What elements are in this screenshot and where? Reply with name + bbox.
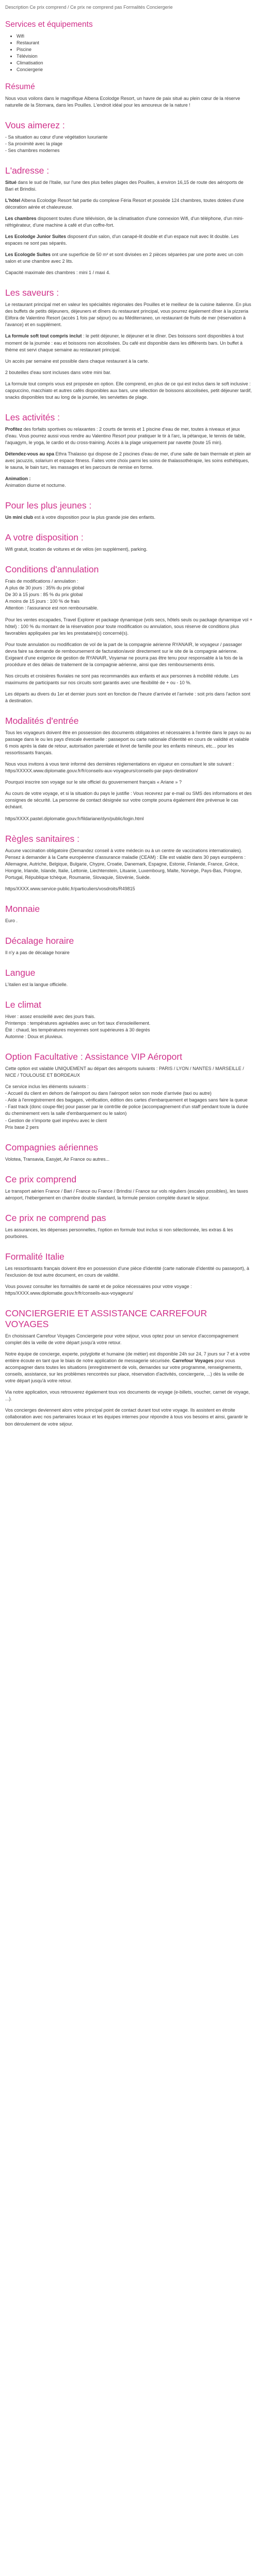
paragraph [5, 476, 253, 489]
bold-label: Carrefour Voyages [172, 1358, 214, 1364]
paragraph [5, 197, 253, 211]
adresse-section [5, 165, 253, 277]
section-title: Ce prix comprend [5, 1174, 77, 1184]
text: dans le sud de l'Italie, sur l'une des plus belles plages des Pouilles, à environ 16,15 de route des aéroports de Bari et Brindisi. [5, 179, 244, 192]
paragraph: Vous pouvez consulter les formalités de santé et de police nécessaires pour votre voyage : https/XXXX.www.diplomatie.gouv.fr/fr/conseils-aux-voyageurs/ [5, 1283, 192, 1296]
text: ont une superficie de 50 m² et sont divisées en 2 pièces séparées par une porte avec un coin salon et une chambre avec 2 lits. [5, 252, 244, 264]
section-title: Le climat [5, 999, 42, 1010]
line: Automne : Doux et pluvieux. [5, 1034, 63, 1040]
bold-label: Situé [5, 179, 17, 185]
paragraph: Nous vous invitons à vous tenir informé des dernières réglementations en vigueur en consultant le site suivant : https/XXXXX.www.diplomatie.gouv.fr/fr/conseils-aux-voyageurs/conseils-par-pays-destination/ [5, 761, 234, 774]
paragraph: Les départs au divers du 1er et dernier jours sont en fonction de l'heure d'arrivée et l'arrivée : soit pris dans l'action sont à destination. [5, 691, 251, 703]
paragraph: Via notre application, vous retrouverez également tous vos documents de voyage (e-billets, voucher, carnet de voyage, ...). [5, 1389, 250, 1402]
section-title: Règles sanitaires : [5, 833, 79, 844]
section-title: CONCIERGERIE ET ASSISTANCE CARREFOUR VOYAGES [5, 1308, 207, 1330]
paragraph: En choisissant Carrefour Voyages Conciergerie pour votre séjour, vous optez pour un service d'accompagnement complet dès la veille de votre départ jusqu'à votre retour. [5, 1333, 238, 1346]
services-section [5, 20, 253, 73]
paragraph: Un accès par semaine est possible dans chaque restaurant à la carte. [5, 358, 149, 364]
line: - Fast track (donc coupe-file) pour passer par le contrôle de police (accompagnement d'un staff pendant toute la durée du cheminement vers la salle d'embarquement ou le salon) [5, 1104, 248, 1116]
text: pour vous accompagner dans toutes les situations (enregistrement de vols, demandes sur votre programme, renseignements, conseils, assistance, sur les problèmes rencontrés sur place, réservation d'activités, conciergerie, ...) dès la veille de votre départ jusqu'à votre retour. [5, 1358, 244, 1384]
disposition-section [5, 532, 253, 553]
list-item: • Piscine [17, 46, 253, 53]
text: des forfaits sportives ou relaxantes : 2 courts de tennis et 1 piscine d'eau de mer, toutes à niveaux et jeux d'eau. Vous pourrez aussi vous rendre au Valentino Resort pour pratiquer le tir à l'arc, la pétanque, le tennis de table, l'aquagym, le yoga, le cardio et du cross-training. Accès à la plage uniquement par navette (toute 15 min). [5, 426, 246, 445]
paragraph: Il n'y a pas de décalage horaire [5, 950, 70, 955]
paragraph: Le restaurant principal met en valeur les spécialités régionales des Pouilles et le meilleur de la cuisine italienne. En plus des buffets de petits déjeuners, déjeuners et dîners du restaurant principal, vous pourrez également dîner à la pizzeria Elifora de Valentino Resort (accès 1 fois par séjour) ou au Méditerraneo, un restaurant de fruits de mer (réservation à l'avance) et en supplément. [5, 302, 251, 328]
line: Printemps : températures agréables avec un fort taux d'ensoleillement. [5, 1021, 151, 1026]
jeunes-section [5, 500, 253, 521]
paragraph [5, 251, 253, 265]
saveurs-section [5, 287, 253, 401]
paragraph: L'italien est la langue officielle. [5, 981, 68, 987]
paragraph [5, 215, 253, 229]
list-item: • Wifi [17, 33, 253, 40]
paragraph: La formule tout compris vous est proposée en option. Elle comprend, en plus de ce qui est inclus dans le soft inclusive : cappuccino, macchiato et autres cafés disponibles aux bars, une sélection de boissons alcoolisées, petit déjeuner tardif, snacks disponibles tout au long de la journée, les serviettes de plage. [5, 381, 252, 400]
bold-label: Profitez [5, 426, 23, 432]
bold-label: Un mini club [5, 515, 33, 520]
section-title: Pour les plus jeunes : [5, 500, 92, 511]
section-title: Compagnies aériennes [5, 1142, 98, 1153]
text: Animation diurne et nocturne. [5, 483, 66, 488]
paragraph [5, 578, 253, 612]
line: Été : chaud, les températures moyennes sont supérieures à 30 degrés [5, 1027, 150, 1033]
paragraph [5, 1351, 253, 1384]
bold-label: Animation : [5, 476, 31, 482]
list-item: • Climatisation [17, 60, 253, 66]
price-note: Prix base 2 pers [5, 1124, 39, 1130]
paragraph: Le transport aérien France / Bari / France ou France / Brindisi / France sur vols réguliers (escales possibles), les taxes aéroport, l'hébergement en chambre double standard, la formule pension complète durant le séjour. [5, 1188, 248, 1200]
text: est à votre disposition pour la plus grande joie des enfants. [33, 515, 156, 520]
section-title: Option Facultative : Assistance VIP Aéroport [5, 1052, 183, 1062]
list-item: • Conciergerie [17, 66, 253, 73]
facultative-section [5, 1052, 253, 1130]
bold-label: Détendez-vous au spa [5, 451, 55, 456]
climat-section [5, 999, 253, 1040]
line: Ce service inclus les éléments suivants : [5, 1084, 89, 1090]
section-title: Ce prix ne comprend pas [5, 1212, 106, 1223]
paragraph: Tous les voyageurs doivent être en possession des documents obligatoires et nécessaires à l'entrée dans le pays ou au passage dans le ou les pays d'escale éventuelle : passeport ou carte nationale d'identité en cours de validité et valable 6 mois après la date de retour, autorisation parentale et livret de famille pour les enfants mineurs, etc... pour les ressortissants français. [5, 730, 251, 756]
paragraph: Vos concierges deviennent alors votre principal point de contact durant tout votre voyage. Ils assistent en étroite collaboration avec nos partenaires locaux et les équipes internes pour répondre à tous vos besoins et ainsi, garantir le bon déroulement de votre séjour. [5, 1408, 248, 1427]
compagnies-section [5, 1142, 253, 1163]
section-title: Monnaie [5, 903, 40, 914]
section-title: Langue [5, 967, 36, 978]
paragraph: Capacité maximale des chambres : mini 1 / maxi 4. [5, 270, 110, 276]
paragraph: Pour les ventes escapades, Travel Explorer et package dynamique (vols secs, hôtels seuls ou package dynamique vol + hôtel) : 100 % du montant de la réservation pour toute modification ou annulation, sous réserve de conditions plus favorables appliquées par les les prestataire(s) concerné(s). [5, 617, 253, 636]
line: A plus de 30 jours : 35% du prix global [5, 585, 85, 591]
list-item: • Restaurant [17, 40, 253, 46]
section-title: Modalités d'entrée [5, 716, 79, 726]
paragraph: Les ressortissants français doivent être en possession d'une pièce d'identité (carte nationale d'identité ou passeport), à l'exclusion de tout autre document, en cours de validité. [5, 1265, 249, 1278]
line: De 30 à 15 jours : 85 % du prix global [5, 592, 83, 598]
text: Albena Ecolodge Resort fait partie du complexe Féria Resort et possède 124 chambres, toutes dotées d'une décoration aérée et chaleureuse. [5, 197, 244, 210]
line: Attention : l'assurance est non remboursable. [5, 605, 99, 611]
line: - Accueil du client en dehors de l'aéroport ou dans l'aéroport selon son mode d'arrivée (taxi ou autre) [5, 1091, 212, 1096]
paragraph: Wifi gratuit, location de voitures et de vélos (en supplément), parking. [5, 547, 148, 552]
paragraph: Nos circuits et croisières fluviales ne sont pas recommandés aux enfants et aux personnes à mobilité réduite. Les maximums de participants sur nos circuits sont garantis avec une flexibilité de + ou - 10 %. [5, 673, 239, 685]
annulation-section [5, 564, 253, 704]
line: Hiver : assez ensoleillé avec des jours frais. [5, 1013, 95, 1019]
section-title: Formalité Italie [5, 1251, 64, 1262]
paragraph [5, 179, 253, 193]
text: Ethra Thalasso qui dispose de 2 piscines d'eau de mer, d'une salle de bain thermale et plein air avec jacuzzis, solarium et espace fitness. Faites votre choix parmi les soins de thalassothérapie, les soins esthétiques, le sauna, le bain turc, les massages et les parcours de remise en forme. [5, 451, 251, 470]
bold-label: Les Ecologde Suites [5, 252, 51, 258]
bold-label: L'hôtel [5, 197, 21, 203]
paragraph [5, 426, 253, 446]
paragraph [5, 333, 253, 353]
section-title: A votre disposition : [5, 532, 84, 543]
section-title: L'adresse : [5, 165, 50, 176]
horaire-section [5, 936, 253, 956]
breadcrumb: Description Ce prix comprend / Ce prix ne comprend pas Formalités Conciergerie [5, 5, 173, 10]
sanitaires-section [5, 834, 253, 892]
list-item: • Télévision [17, 53, 253, 60]
line: - Ses chambres modernes [5, 147, 60, 153]
section-title: Décalage horaire [5, 935, 74, 946]
line: - Aide à l'enregistrement des bagages, vérification, édition des cartes d'embarquement et bagages sans faire la queue [5, 1097, 248, 1103]
services-list [5, 33, 253, 73]
bold-label: Les chambres [5, 215, 37, 221]
section-title: Vous aimerez : [5, 120, 65, 130]
paragraph: Au cours de votre voyage, et si la situation du pays le justifie : Vous recevrez par e-mail ou SMS des informations et des consignes de sécurité. La personne de contact désignée sur votre compte pourra également être prévenue le cas échéant. [5, 791, 252, 810]
paragraph: Cette option est valable UNIQUEMENT au départ des aéroports suivants : PARIS / LYON / NANTES / MARSEILLE / NICE / TOULOUSE ET BORDEAUX [5, 1066, 244, 1078]
section-title: Résumé [5, 82, 35, 91]
activites-section [5, 412, 253, 489]
paragraph: Nous vous voilons dans le magnifique Albena Ecolodge Resort, un havre de paix situé au plein cœur de la réserve naturelle de la Stornara, dans les Pouilles. L'endroit idéal pour les amoureux de la nature ! [5, 95, 240, 108]
paragraph: Euro . [5, 918, 18, 923]
paragraph: Pour toute annulation ou modification de vol de la part de la compagnie aérienne RYANAIR, le voyageur / passager devra faire sa demande de remboursement de facturation/avoir directement sur le site de la compagnie aérienne. Exigeant d'une exigence de gestion de RYANAIR, Voyamar ne pourra pas être tenu pour responsable à la fois de la procédure et des délais de traitement de la compagnie aérienne, ainsi que des remboursements émis. [5, 641, 243, 667]
text: Notre équipe de concierge, experte, polyglotte et humaine (de métier) est disponible 24h sur 24, 7 jours sur 7 et à votre entière écoute en tant que le biais de notre application de messagerie sécurisée. [5, 1351, 250, 1364]
section-title: Conditions d'annulation [5, 564, 99, 575]
line: Frais de modifications / annulation : [5, 579, 78, 584]
conciergerie-section [5, 1308, 253, 1428]
paragraph [5, 233, 253, 247]
line: A moins de 15 jours : 100 % de frais [5, 599, 80, 604]
paragraph: Aucune vaccination obligatoire (Demandez conseil à votre médecin ou à un centre de vaccinations internationales). Pensez à demander à la Carte européenne d'assurance maladie (CEAM) : Elle est valable dans 30 pays européens : Allemagne, Autriche, Belgique, Bulgarie, Chypre, Croatie, Danemark, Espagne, Estonie, Finlande, France, Grèce, Hongrie, Irlande, Islande, Italie, Lettonie, Liechtenstein, Lituanie, Luxembourg, Malte, Norvège, Pays-Bas, Pologne, Portugal, République tchèque, Roumanie, Slovaquie, Slovénie, Suède. [5, 848, 246, 880]
paragraph: Les assurances, les dépenses personnelles, l'option en formule tout inclus si non sélectionnée, les extras & les pourboires. [5, 1227, 233, 1239]
ne-comprend-section [5, 1213, 253, 1240]
paragraph: Volotea, Transavia, Easyjet, Air France ou autres... [5, 1156, 110, 1162]
line: - Gestion de n'importe quel imprévu avec le client [5, 1117, 107, 1123]
text: disposent toutes d'une télévision, de la climatisation d'une connexion Wifi, d'un téléphone, d'un mini-réfrigérateur, d'une machine à café et d'un coffre-fort. [5, 215, 244, 228]
paragraph [5, 1083, 253, 1130]
aimerez-section [5, 120, 253, 154]
line: - Sa situation au cœur d'une végétation luxuriante [5, 134, 108, 140]
paragraph: 2 bouteilles d'eau sont incluses dans votre mini bar. [5, 369, 111, 375]
paragraph [5, 514, 253, 521]
paragraph [5, 134, 253, 154]
paragraph: Pourquoi inscrire son voyage sur le site officiel du gouvernement français « Ariane » ? [5, 779, 182, 785]
paragraph [5, 1013, 253, 1040]
bold-label: La formule soft tout compris inclut [5, 333, 82, 339]
resume-section [5, 82, 253, 109]
comprend-section [5, 1174, 253, 1201]
section-title: Les saveurs : [5, 287, 59, 298]
paragraph: https/XXXX.www.service-public.fr/particuliers/vosdroits/R49815 [5, 886, 135, 891]
section-title: Les activités : [5, 412, 60, 422]
bold-label: Les Ecolodge Junior Suites [5, 234, 67, 240]
langue-section [5, 968, 253, 988]
text: disposent d'un salon, d'un canapé-lit double et d'un espace nuit avec lit double. Les espaces ne sont pas séparés. [5, 234, 239, 246]
paragraph [5, 451, 253, 471]
monnaie-section [5, 904, 253, 924]
formalite-section [5, 1251, 253, 1297]
line: - Sa proximité avec la plage [5, 141, 63, 146]
text: : le petit déjeuner, le déjeuner et le dîner. Des boissons sont disponibles à tout moment de la journée : eau et boissons non alcoolisées. Du café est disponible dans les différents bars. Un buffet à thème est servi chaque semaine au restaurant principal. [5, 333, 244, 352]
section-title: Services et équipements [5, 20, 93, 29]
entree-section [5, 716, 253, 822]
paragraph: https/XXXX.pastel.diplomatie.gouv.fr/fildariane/dyn/public/login.html [5, 816, 144, 821]
